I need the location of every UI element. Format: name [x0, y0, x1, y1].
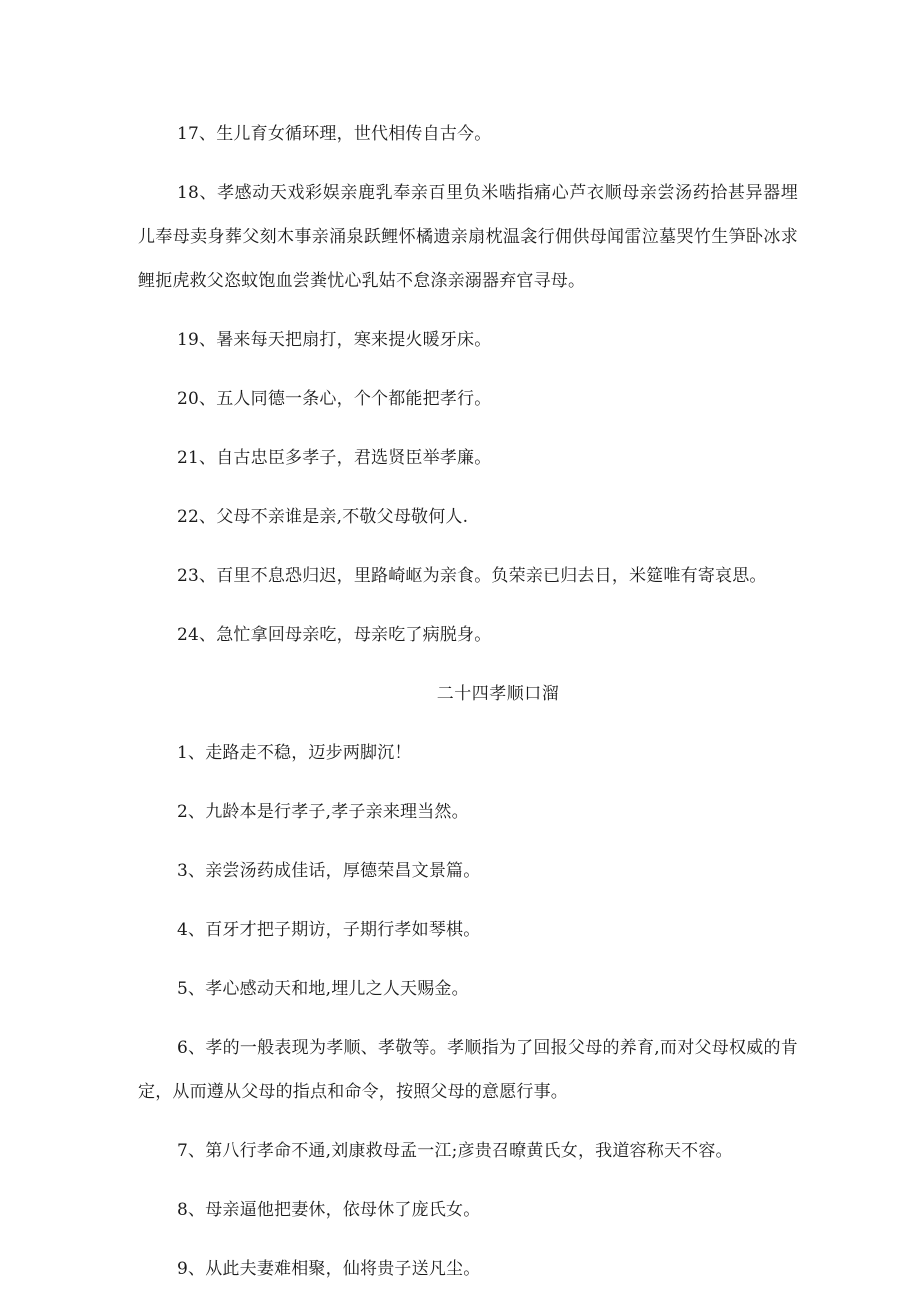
paragraph-22: 22、父母不亲谁是亲,不敬父母敬何人.	[177, 507, 469, 527]
section-heading: 二十四孝顺口溜	[436, 684, 560, 704]
rhyme-item-9: 9、从此夫妻难相聚，仙将贵子送凡尘。	[177, 1259, 481, 1279]
paragraph-20: 20、五人同德一条心，个个都能把孝行。	[177, 389, 492, 409]
rhyme-item-8: 8、母亲逼他把妻休，依母休了庞氏女。	[177, 1200, 481, 1220]
paragraph-17: 17、生儿育女循环理，世代相传自古今。	[177, 124, 492, 144]
rhyme-item-3: 3、亲尝汤药成佳话，厚德荣昌文景篇。	[177, 861, 481, 881]
rhyme-item-1: 1、走路走不稳，迈步两脚沉！	[177, 743, 412, 763]
rhyme-item-7: 7、第八行孝命不通,刘康救母孟一江;彦贵召暸黄氏女，我道容称天不容。	[177, 1141, 733, 1161]
paragraph-18: 18、孝感动天戏彩娱亲鹿乳奉亲百里负米啮指痛心芦衣顺母亲尝汤药拾甚异器埋儿奉母卖身葬父刻木事亲涌泉跃鲤怀橘遗亲扇枕温衾行佣供母闻雷泣墓哭竹生笋卧冰求鲤扼虎救父恣蚊饱血尝粪忧心乳姑不怠涤亲溺器弃官寻母。	[138, 183, 798, 291]
rhyme-item-5: 5、孝心感动天和地,埋儿之人天赐金。	[177, 979, 469, 999]
rhyme-item-6: 6、孝的一般表现为孝顺、孝敬等。孝顺指为了回报父母的养育,而对父母权威的肯定，从而遵从父母的指点和命令，按照父母的意愿行事。	[138, 1038, 798, 1102]
paragraph-24: 24、急忙拿回母亲吃，母亲吃了病脱身。	[177, 625, 492, 645]
rhyme-item-4: 4、百牙才把子期访，子期行孝如琴棋。	[177, 920, 481, 940]
rhyme-item-2: 2、九龄本是行孝子,孝子亲来理当然。	[177, 802, 469, 822]
paragraph-19: 19、暑来每天把扇打，寒来提火暖牙床。	[177, 330, 492, 350]
document-body	[138, 112, 798, 1306]
paragraph-21: 21、自古忠臣多孝子，君选贤臣举孝廉。	[177, 448, 492, 468]
paragraph-23: 23、百里不息恐归迟，里路崎岖为亲食。负荣亲已归去日，米筵唯有寄哀思。	[177, 566, 767, 586]
